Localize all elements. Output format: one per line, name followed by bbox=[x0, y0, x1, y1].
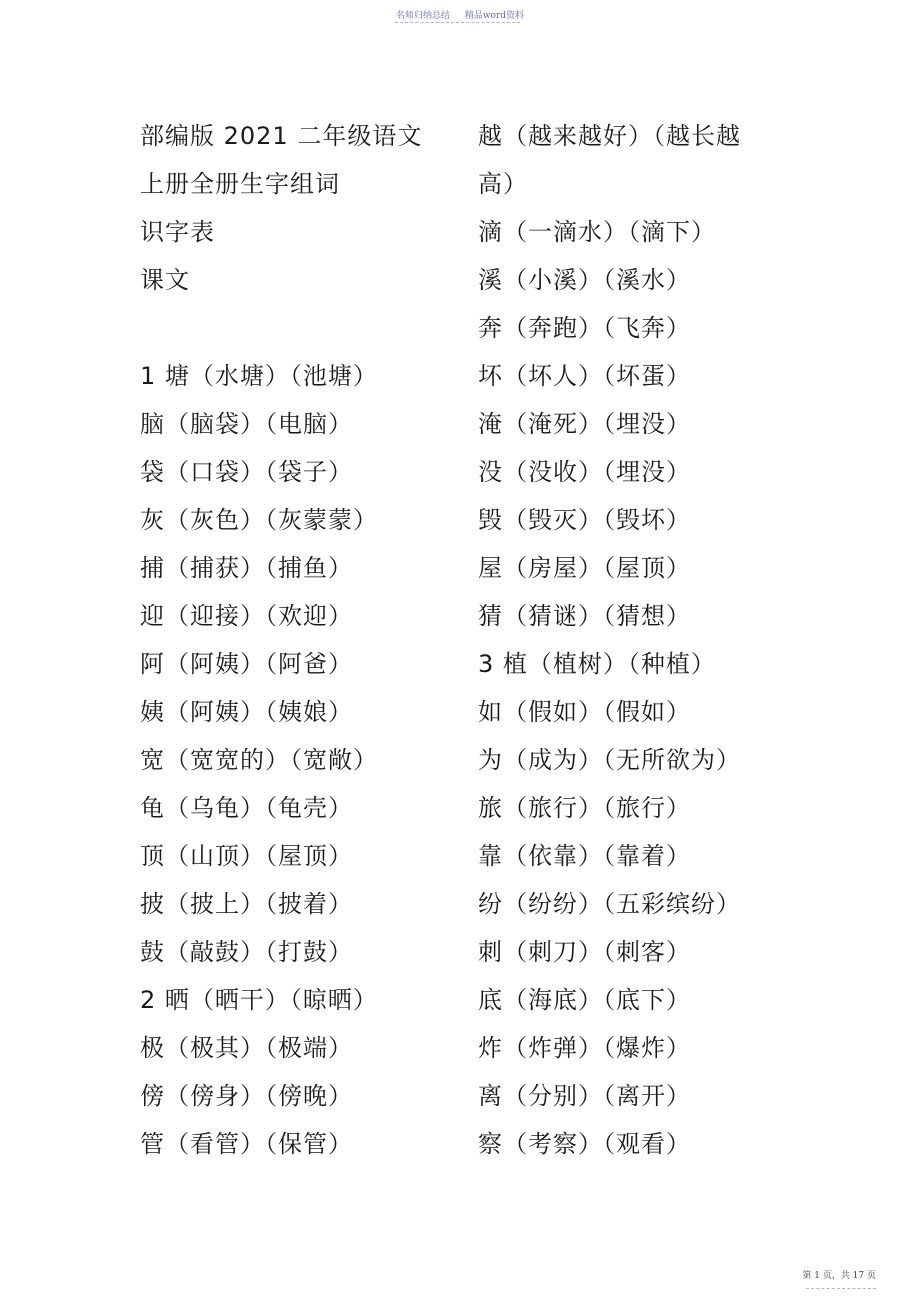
list-item: 如（假如）（假如） bbox=[478, 698, 691, 726]
list-item: 纷（纷纷）（五彩缤纷） bbox=[478, 890, 741, 918]
list-item: 越（越来越好）（越长越 bbox=[478, 122, 741, 150]
list-item: 2 晒（晒干）（晾晒） bbox=[140, 986, 378, 1014]
list-item: 毁（毁灭）（毁坏） bbox=[478, 506, 691, 534]
list-item: 灰（灰色）（灰蒙蒙） bbox=[140, 506, 378, 534]
section-heading-texts: 课文 bbox=[140, 266, 190, 294]
list-item: 溪（小溪）（溪水） bbox=[478, 266, 691, 294]
list-item: 靠（依靠）（靠着） bbox=[478, 842, 691, 870]
list-item: 没（没收）（埋没） bbox=[478, 458, 691, 486]
list-item: 鼓（敲鼓）（打鼓） bbox=[140, 938, 353, 966]
list-item: 迎（迎接）（欢迎） bbox=[140, 602, 353, 630]
list-item: 炸（炸弹）（爆炸） bbox=[478, 1034, 691, 1062]
list-item: 察（考察）（观看） bbox=[478, 1130, 691, 1158]
list-item-continuation: 高） bbox=[478, 170, 528, 198]
list-item: 淹（淹死）（埋没） bbox=[478, 410, 691, 438]
blank-gap bbox=[140, 304, 460, 352]
list-item: 为（成为）（无所欲为） bbox=[478, 746, 741, 774]
list-item: 旅（旅行）（旅行） bbox=[478, 794, 691, 822]
header-right-text: 精品word资料 bbox=[464, 11, 525, 21]
list-item: 1 塘（水塘）（池塘） bbox=[140, 362, 378, 390]
header-left-text: 名师归纳总结 bbox=[395, 11, 450, 21]
footer-divider bbox=[806, 1288, 876, 1289]
list-item: 坏（坏人）（坏蛋） bbox=[478, 362, 691, 390]
header-divider bbox=[395, 22, 520, 23]
list-item: 龟（乌龟）（龟壳） bbox=[140, 794, 353, 822]
list-item: 披（披上）（披着） bbox=[140, 890, 353, 918]
title-line-1: 部编版 2021 二年级语文 bbox=[140, 122, 423, 150]
page-header bbox=[0, 8, 920, 21]
list-item: 极（极其）（极端） bbox=[140, 1034, 353, 1062]
left-column bbox=[140, 112, 460, 1168]
list-item: 管（看管）（保管） bbox=[140, 1130, 353, 1158]
list-item: 捕（捕获）（捕鱼） bbox=[140, 554, 353, 582]
list-item: 顶（山顶）（屋顶） bbox=[140, 842, 353, 870]
list-item: 傍（傍身）（傍晚） bbox=[140, 1082, 353, 1110]
section-heading-literacy: 识字表 bbox=[140, 218, 215, 246]
list-item: 滴（一滴水）（滴下） bbox=[478, 218, 716, 246]
list-item: 屋（房屋）（屋顶） bbox=[478, 554, 691, 582]
list-item: 姨（阿姨）（姨娘） bbox=[140, 698, 353, 726]
list-item: 脑（脑袋）（电脑） bbox=[140, 410, 353, 438]
list-item: 阿（阿姨）（阿爸） bbox=[140, 650, 353, 678]
list-item: 袋（口袋）（袋子） bbox=[140, 458, 353, 486]
list-item: 奔（奔跑）（飞奔） bbox=[478, 314, 691, 342]
list-item: 3 植（植树）（种植） bbox=[478, 650, 716, 678]
list-item: 底（海底）（底下） bbox=[478, 986, 691, 1014]
list-item: 宽（宽宽的）（宽敞） bbox=[140, 746, 378, 774]
page-number: 第 1 页，共 17 页 bbox=[802, 1271, 876, 1281]
title-line-2: 上册全册生字组词 bbox=[140, 170, 340, 198]
list-item: 刺（刺刀）（刺客） bbox=[478, 938, 691, 966]
list-item: 猜（猜谜）（猜想） bbox=[478, 602, 691, 630]
right-column bbox=[478, 112, 798, 1168]
list-item: 离（分别）（离开） bbox=[478, 1082, 691, 1110]
